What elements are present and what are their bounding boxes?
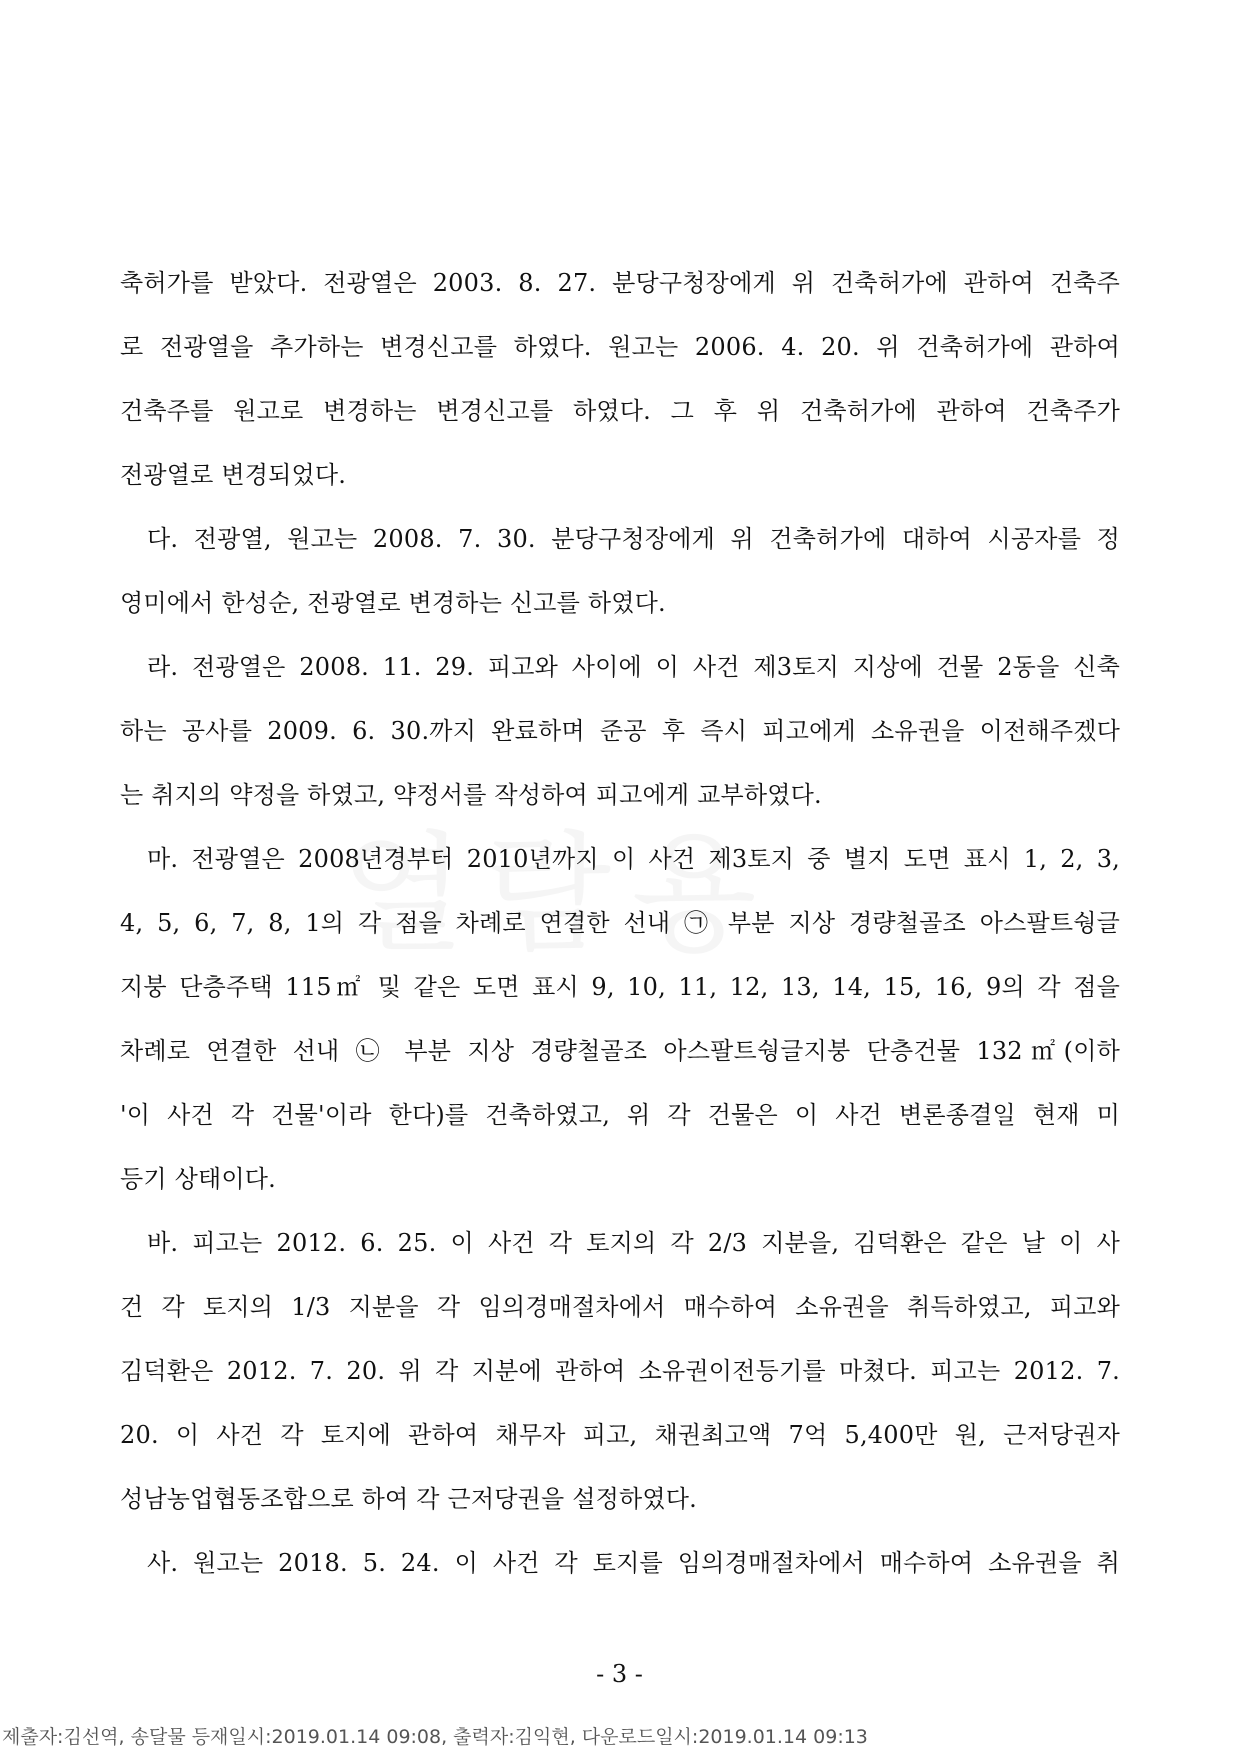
download-footer: 제출자:김선역, 송달물 등재일시:2019.01.14 09:08, 출력자:김익현, 다운로드일시:2019.01.14 09:13 <box>2 1726 868 1748</box>
text-line: 다. 전광열, 원고는 2008. 7. 30. 분당구청장에게 위 건축허가에 대하여 시공자를 정 <box>147 525 1120 553</box>
text-line: 차례로 연결한 선내 ㉡ 부분 지상 경량철골조 아스팔트쉉글지붕 단층건물 132㎡(이하 <box>120 1037 1120 1065</box>
text-line: 전광열로 변경되었다. <box>120 461 347 489</box>
text-line: '이 사건 각 건물'이라 한다)를 건축하였고, 위 각 건물은 이 사건 변론종결일 현재 미 <box>120 1101 1120 1129</box>
text-line: 4, 5, 6, 7, 8, 1의 각 점을 차례로 연결한 선내 ㉠ 부분 지상 경량철골조 아스팔트쉉글 <box>120 909 1120 937</box>
text-line: 마. 전광열은 2008년경부터 2010년까지 이 사건 제3토지 중 별지 도면 표시 1, 2, 3, <box>147 845 1120 873</box>
text-line: 사. 원고는 2018. 5. 24. 이 사건 각 토지를 임의경매절차에서 매수하여 소유권을 취 <box>147 1549 1120 1577</box>
text-line: 건축주를 원고로 변경하는 변경신고를 하였다. 그 후 위 건축허가에 관하여 건축주가 <box>120 397 1120 425</box>
text-line: 성남농업협동조합으로 하여 각 근저당권을 설정하였다. <box>120 1485 697 1513</box>
text-line: 건 각 토지의 1/3 지분을 각 임의경매절차에서 매수하여 소유권을 취득하였고, 피고와 <box>120 1293 1120 1321</box>
body-text <box>120 258 1120 1602</box>
page-number: - 3 - <box>596 1660 643 1688</box>
text-line: 등기 상태이다. <box>120 1165 276 1193</box>
text-line: 로 전광열을 추가하는 변경신고를 하였다. 원고는 2006. 4. 20. 위 건축허가에 관하여 <box>120 333 1120 361</box>
text-line: 지붕 단층주택 115㎡ 및 같은 도면 표시 9, 10, 11, 12, 13, 14, 15, 16, 9의 각 점을 <box>120 973 1120 1001</box>
text-line: 김덕환은 2012. 7. 20. 위 각 지분에 관하여 소유권이전등기를 마쳤다. 피고는 2012. 7. <box>120 1357 1120 1385</box>
text-line: 라. 전광열은 2008. 11. 29. 피고와 사이에 이 사건 제3토지 지상에 건물 2동을 신축 <box>147 653 1120 681</box>
text-line: 는 취지의 약정을 하였고, 약정서를 작성하여 피고에게 교부하였다. <box>120 781 822 809</box>
text-line: 영미에서 한성순, 전광열로 변경하는 신고를 하였다. <box>120 589 666 617</box>
text-line: 축허가를 받았다. 전광열은 2003. 8. 27. 분당구청장에게 위 건축허가에 관하여 건축주 <box>120 269 1120 297</box>
text-line: 20. 이 사건 각 토지에 관하여 채무자 피고, 채권최고액 7억 5,400만 원, 근저당권자 <box>120 1421 1120 1449</box>
text-line: 하는 공사를 2009. 6. 30.까지 완료하며 준공 후 즉시 피고에게 소유권을 이전해주겠다 <box>120 717 1120 745</box>
text-line: 바. 피고는 2012. 6. 25. 이 사건 각 토지의 각 2/3 지분을, 김덕환은 같은 날 이 사 <box>147 1229 1120 1257</box>
